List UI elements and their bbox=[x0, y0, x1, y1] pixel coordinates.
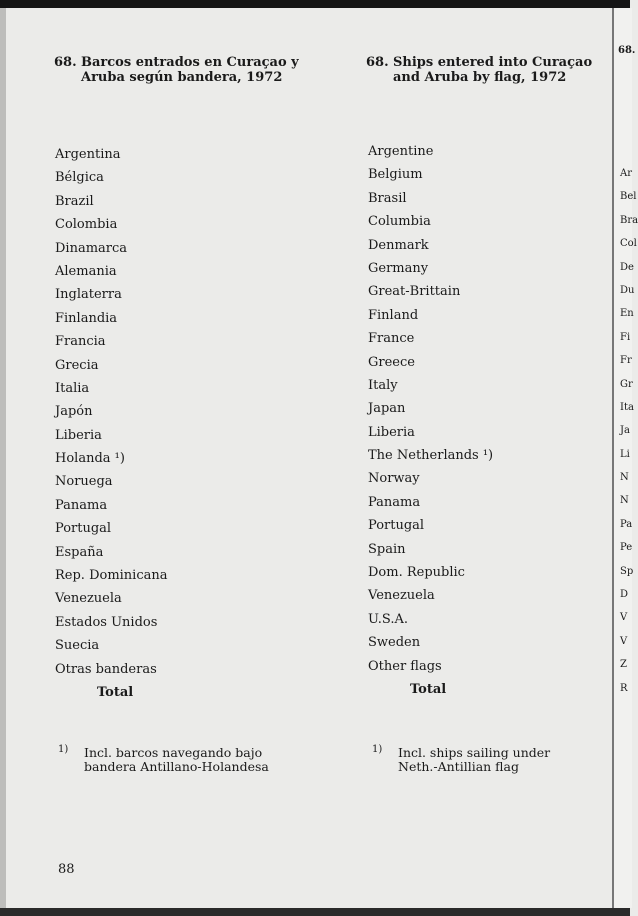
country-row: Belgium bbox=[368, 167, 423, 183]
country-row: Colombia bbox=[55, 217, 118, 233]
country-row: Dom. Republic bbox=[368, 565, 465, 581]
country-row: En bbox=[620, 308, 634, 320]
country-row: Liberia bbox=[55, 427, 102, 443]
country-row: Japan bbox=[368, 401, 406, 417]
country-row: Liberia bbox=[368, 424, 415, 440]
country-row: D bbox=[620, 589, 629, 601]
footnote-line: bandera Antillano-Holandesa bbox=[84, 759, 269, 774]
country-row: Italy bbox=[368, 377, 398, 393]
footnote-text bbox=[84, 746, 269, 774]
country-row: Z bbox=[620, 659, 627, 671]
country-row: Estados Unidos bbox=[55, 614, 158, 630]
country-row: Inglaterra bbox=[55, 287, 122, 303]
country-row: Argentina bbox=[55, 147, 121, 162]
title-text bbox=[393, 55, 592, 85]
scan-top-edge bbox=[0, 0, 630, 8]
country-row: Portugal bbox=[368, 518, 425, 534]
country-row: Venezuela bbox=[368, 588, 435, 604]
country-row: España bbox=[55, 544, 104, 560]
country-row: Portugal bbox=[55, 521, 112, 537]
table-number: 68. bbox=[54, 55, 77, 70]
country-row: Pe bbox=[620, 542, 633, 554]
country-row: Bélgica bbox=[55, 170, 104, 186]
country-row: Dinamarca bbox=[55, 240, 128, 256]
country-row: Finlandia bbox=[55, 310, 118, 326]
country-row: Otras banderas bbox=[55, 661, 157, 677]
country-row: Bel bbox=[620, 191, 637, 203]
country-row: Li bbox=[620, 448, 630, 460]
footnote-line: Neth.-Antillian flag bbox=[398, 759, 519, 774]
country-row: Other flags bbox=[368, 658, 442, 674]
country-row: Greece bbox=[368, 354, 415, 370]
title-line: Ships entered into Curaçao bbox=[393, 55, 593, 70]
country-row: De bbox=[620, 261, 634, 273]
next-page-number: 68. bbox=[618, 45, 636, 56]
country-row: Suecia bbox=[55, 638, 100, 654]
country-row: Sp bbox=[620, 565, 634, 577]
country-row: Columbia bbox=[368, 214, 431, 230]
country-row: The Netherlands ¹) bbox=[368, 448, 494, 464]
total-row: Total bbox=[410, 681, 447, 697]
next-page-list bbox=[620, 168, 638, 706]
country-row: Rep. Dominicana bbox=[55, 568, 168, 584]
country-row: N bbox=[620, 495, 629, 507]
country-row: Ita bbox=[620, 401, 634, 413]
total-row: Total bbox=[97, 684, 134, 700]
footnote-line: Incl. barcos navegando bajo bbox=[84, 745, 263, 760]
country-row: V bbox=[620, 612, 628, 624]
title-line: and Aruba by flag, 1972 bbox=[393, 70, 567, 85]
country-row: Venezuela bbox=[55, 591, 122, 607]
title-line: Barcos entrados en Curaçao y bbox=[81, 55, 299, 70]
country-row: N bbox=[620, 472, 629, 484]
title-line: Aruba según bandera, 1972 bbox=[81, 70, 283, 85]
country-row: Brasil bbox=[368, 190, 407, 206]
country-row: Germany bbox=[368, 260, 429, 276]
page-number: 88 bbox=[58, 862, 75, 877]
country-row: Grecia bbox=[55, 357, 99, 373]
country-row: Japón bbox=[55, 404, 93, 420]
country-row: Alemania bbox=[55, 263, 117, 279]
country-row: Pa bbox=[620, 518, 633, 530]
country-row: U.S.A. bbox=[368, 611, 408, 627]
country-row: Ja bbox=[620, 425, 630, 437]
country-row: Du bbox=[620, 284, 635, 296]
country-row: Brazil bbox=[55, 193, 94, 209]
country-row: Bra bbox=[620, 214, 638, 226]
country-row: Spain bbox=[368, 541, 406, 557]
country-row: R bbox=[620, 682, 628, 694]
country-row: V bbox=[620, 635, 628, 647]
country-row: Sweden bbox=[368, 635, 421, 651]
country-row: Italia bbox=[55, 380, 90, 396]
footnote-text bbox=[398, 746, 550, 774]
spanish-country-list bbox=[55, 147, 168, 708]
title-text bbox=[81, 55, 299, 85]
country-row: Holanda ¹) bbox=[55, 451, 125, 467]
footnote-line: Incl. ships sailing under bbox=[398, 745, 551, 760]
country-row: Denmark bbox=[368, 237, 429, 253]
table-number: 68. bbox=[366, 55, 389, 70]
country-row: Col bbox=[620, 238, 637, 250]
next-page-edge bbox=[612, 8, 638, 908]
footnote-mark: 1) bbox=[372, 744, 383, 755]
footnote-mark: 1) bbox=[58, 744, 69, 755]
scan-left-edge bbox=[0, 8, 6, 916]
country-row: Fr bbox=[620, 355, 632, 367]
country-row: Panama bbox=[55, 497, 108, 513]
scan-bottom-edge bbox=[0, 908, 630, 916]
country-row: Argentine bbox=[368, 144, 434, 159]
country-row: Noruega bbox=[55, 474, 113, 490]
country-row: Norway bbox=[368, 471, 420, 487]
country-row: Panama bbox=[368, 494, 421, 510]
country-row: Gr bbox=[620, 378, 633, 390]
country-row: Francia bbox=[55, 334, 106, 350]
country-row: Great-Brittain bbox=[368, 284, 461, 300]
country-row: France bbox=[368, 331, 415, 347]
country-row: Fi bbox=[620, 331, 631, 343]
country-row: Finland bbox=[368, 307, 419, 323]
country-row: Ar bbox=[620, 168, 633, 179]
english-country-list bbox=[368, 144, 493, 705]
